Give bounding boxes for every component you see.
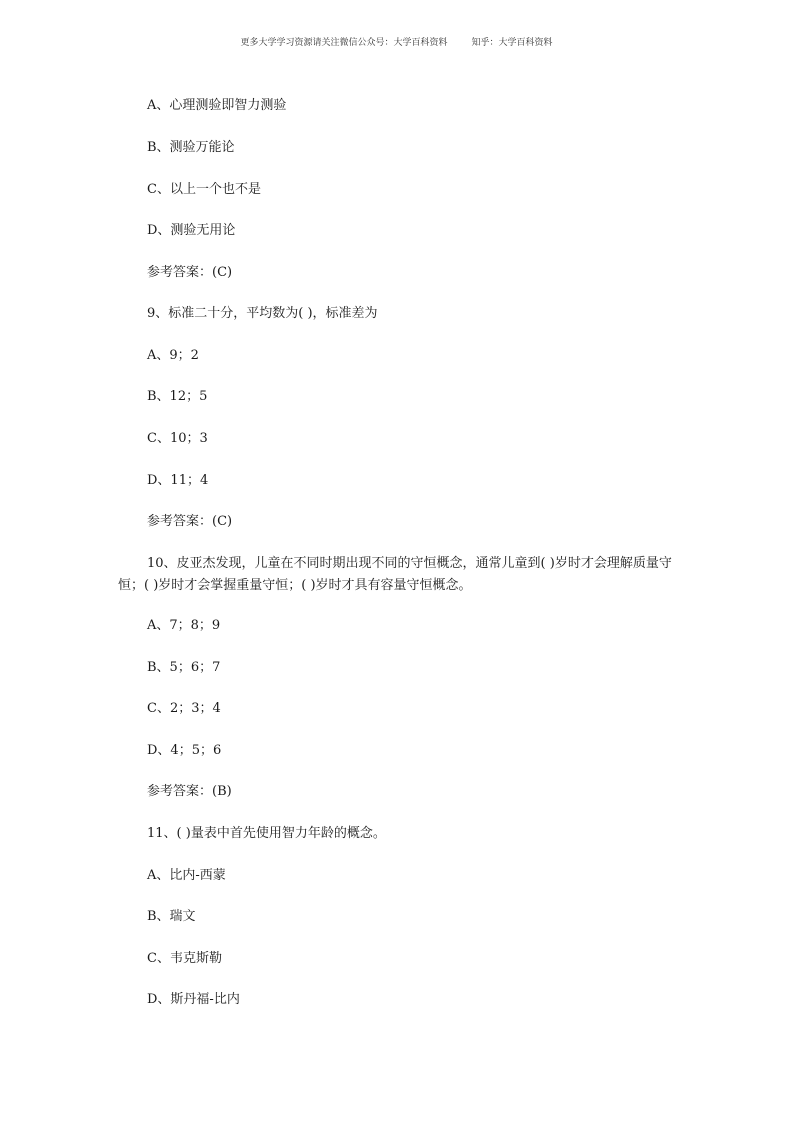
q8-answer: 参考答案：(C): [147, 265, 233, 280]
q9-option-a: A、9；2: [147, 348, 199, 363]
page-header: [0, 35, 793, 48]
q11-option-b: B、瑞文: [147, 909, 196, 924]
q8-option-b: B、测验万能论: [147, 140, 235, 155]
q10-option-a: A、7；8；9: [147, 618, 221, 633]
q10-option-c: C、2；3；4: [147, 701, 221, 716]
q10-option-d: D、4；5；6: [147, 743, 222, 758]
q8-option-c: C、以上一个也不是: [147, 182, 261, 197]
q10-answer: 参考答案：(B): [147, 784, 232, 799]
q11-option-a: A、比内-西蒙: [147, 868, 226, 883]
q9-question: 9、标准二十分，平均数为( )，标准差为: [147, 306, 378, 321]
q11-question: 11、( )量表中首先使用智力年龄的概念。: [147, 826, 386, 841]
q9-option-b: B、12；5: [147, 389, 208, 404]
q11-option-c: C、韦克斯勒: [147, 951, 222, 966]
q8-option-a: A、心理测验即智力测验: [147, 98, 287, 113]
header-zhihu-note: 知乎：大学百科资料: [471, 38, 553, 48]
q10-option-b: B、5；6；7: [147, 660, 221, 675]
q9-option-d: D、11；4: [147, 473, 209, 488]
q10-question: 10、皮亚杰发现，儿童在不同时期出现不同的守恒概念，通常儿童到( )岁时才会理解质量守恒；( )岁时才会掌握重量守恒；( )岁时才具有容量守恒概念。: [118, 556, 672, 593]
q9-answer: 参考答案：(C): [147, 514, 233, 529]
q11-option-d: D、斯丹福-比内: [147, 992, 240, 1007]
q9-option-c: C、10；3: [147, 431, 208, 446]
header-wechat-note: 更多大学学习资源请关注微信公众号：大学百科资料: [240, 38, 448, 48]
q8-option-d: D、测验无用论: [147, 223, 236, 238]
